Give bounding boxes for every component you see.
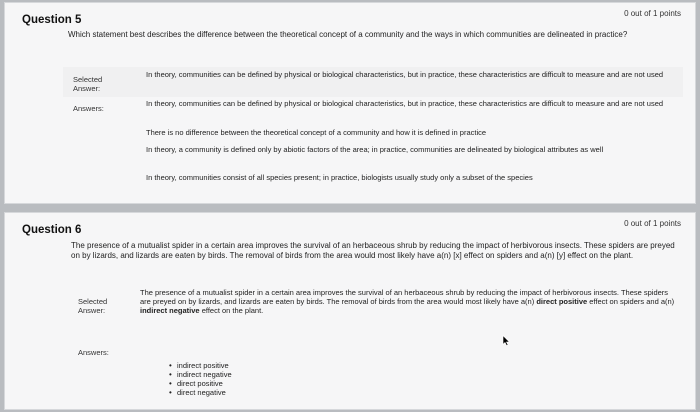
selected-answer-label: Selected Answer: <box>73 75 103 93</box>
answer-options-list <box>169 361 232 397</box>
question-6-title: Question 6 <box>22 224 82 236</box>
answer-option: There is no difference between the theoretical concept of a community and how it is defined in practice <box>146 128 487 137</box>
selected-x-value: direct positive <box>536 297 588 306</box>
list-item: • indirect positive <box>169 361 232 370</box>
question-5-prompt: Which statement best describes the difference between the theoretical concept of a community and the ways in which communities are delineated in practice? <box>68 30 628 39</box>
question-5-title: Question 5 <box>22 14 82 26</box>
question-6-points: 0 out of 1 points <box>624 219 681 228</box>
selected-answer-text: The presence of a mutualist spider in a certain area improves the survival of an herbaceous shrub by reducing the impact of herbivorous insects. These spiders are preyed on by lizards, and lizards are eaten by birds. The removal of birds from the area would most likely have a(n) direct positive effect on spiders and a(n) indirect negative effect on the plant. <box>140 288 675 315</box>
answer-option: In theory, communities can be defined by physical or biological characteristics, but in practice, these characteristics are difficult to measure and are not used <box>146 99 664 108</box>
selected-answer-text: In theory, communities can be defined by physical or biological characteristics, but in practice, these characteristics are difficult to measure and are not used <box>146 70 664 79</box>
answer-option: In theory, communities consist of all species present; in practice, biologists usually study only a subset of the species <box>146 173 533 182</box>
answer-option: In theory, a community is defined only by abiotic factors of the area; in practice, communities are delineated by biological attributes as well <box>146 145 604 154</box>
question-6-panel <box>4 212 696 410</box>
selected-answer-label: Selected Answer: <box>78 297 108 315</box>
question-5-points: 0 out of 1 points <box>624 9 681 18</box>
list-item: • indirect negative <box>169 370 232 379</box>
question-5-panel <box>4 2 696 204</box>
mouse-pointer-icon <box>502 335 510 346</box>
list-item: • direct negative <box>169 388 232 397</box>
answers-label: Answers: <box>78 348 109 357</box>
list-item: • direct positive <box>169 379 232 388</box>
selected-y-value: indirect negative <box>140 306 200 315</box>
question-6-prompt: The presence of a mutualist spider in a certain area improves the survival of an herbaceous shrub by reducing the impact of herbivorous insects. These spiders are preyed on by lizards, and lizards are eaten by birds. The removal of birds from the area would most likely have a(n) [x] effect on spiders and a(n) [y] effect on the plant. <box>71 241 675 260</box>
answers-label: Answers: <box>73 104 104 113</box>
